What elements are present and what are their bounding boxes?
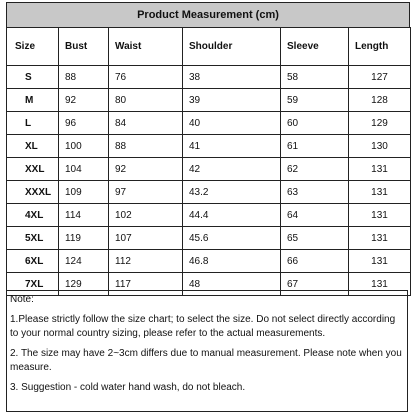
shoulder-cell: 46.8 — [183, 250, 281, 273]
column-header-shoulder: Shoulder — [183, 28, 281, 66]
note-item: 1.Please strictly follow the size chart; to select the size. Do not select directly according to your normal country sizing, please refer to the actual measurements. — [10, 314, 396, 339]
sleeve-cell: 60 — [281, 112, 349, 135]
shoulder-cell: 38 — [183, 66, 281, 89]
bust-cell: 124 — [59, 250, 109, 273]
size-chart — [6, 2, 410, 414]
size-cell: M — [7, 89, 59, 112]
length-cell: 128 — [349, 89, 411, 112]
column-header-bust: Bust — [59, 28, 109, 66]
length-cell: 131 — [349, 250, 411, 273]
shoulder-cell: 39 — [183, 89, 281, 112]
size-cell: 5XL — [7, 227, 59, 250]
table-row — [7, 135, 411, 158]
size-cell: XL — [7, 135, 59, 158]
length-cell: 131 — [349, 204, 411, 227]
length-cell: 129 — [349, 112, 411, 135]
waist-cell: 107 — [109, 227, 183, 250]
bust-cell: 119 — [59, 227, 109, 250]
bust-cell: 96 — [59, 112, 109, 135]
shoulder-cell: 45.6 — [183, 227, 281, 250]
shoulder-cell: 43.2 — [183, 181, 281, 204]
length-cell: 127 — [349, 66, 411, 89]
length-cell: 131 — [349, 158, 411, 181]
waist-cell: 80 — [109, 89, 183, 112]
shoulder-cell: 42 — [183, 158, 281, 181]
waist-cell: 117 — [109, 273, 183, 296]
waist-cell: 84 — [109, 112, 183, 135]
table-row — [7, 181, 411, 204]
size-cell: 6XL — [7, 250, 59, 273]
size-cell: XXXL — [7, 181, 59, 204]
bust-cell: 129 — [59, 273, 109, 296]
bust-cell: 88 — [59, 66, 109, 89]
size-cell: S — [7, 66, 59, 89]
sleeve-cell: 62 — [281, 158, 349, 181]
size-cell: L — [7, 112, 59, 135]
bust-cell: 114 — [59, 204, 109, 227]
table-row — [7, 204, 411, 227]
shoulder-cell: 48 — [183, 273, 281, 296]
table-row — [7, 66, 411, 89]
column-header-waist: Waist — [109, 28, 183, 66]
waist-cell: 97 — [109, 181, 183, 204]
waist-cell: 88 — [109, 135, 183, 158]
length-cell: 131 — [349, 181, 411, 204]
sleeve-cell: 65 — [281, 227, 349, 250]
header-row — [7, 28, 411, 66]
table-row — [7, 158, 411, 181]
sleeve-cell: 61 — [281, 135, 349, 158]
size-cell: XXL — [7, 158, 59, 181]
notes-heading: Note: — [10, 294, 34, 305]
sleeve-cell: 63 — [281, 181, 349, 204]
sleeve-cell: 64 — [281, 204, 349, 227]
table-row — [7, 89, 411, 112]
size-cell: 4XL — [7, 204, 59, 227]
sleeve-cell: 58 — [281, 66, 349, 89]
waist-cell: 102 — [109, 204, 183, 227]
shoulder-cell: 40 — [183, 112, 281, 135]
sleeve-cell: 66 — [281, 250, 349, 273]
length-cell: 130 — [349, 135, 411, 158]
note-item: 3. Suggestion - cold water hand wash, do not bleach. — [10, 382, 246, 393]
note-item: 2. The size may have 2~3cm differs due to manual measurement. Please note when you measure. — [10, 348, 402, 373]
table-row — [7, 250, 411, 273]
length-cell: 131 — [349, 273, 411, 296]
bust-cell: 109 — [59, 181, 109, 204]
measurement-table — [6, 27, 411, 296]
notes-box — [6, 290, 408, 412]
column-header-length: Length — [349, 28, 411, 66]
column-header-sleeve: Sleeve — [281, 28, 349, 66]
shoulder-cell: 44.4 — [183, 204, 281, 227]
bust-cell: 104 — [59, 158, 109, 181]
waist-cell: 112 — [109, 250, 183, 273]
size-cell: 7XL — [7, 273, 59, 296]
waist-cell: 92 — [109, 158, 183, 181]
table-row — [7, 112, 411, 135]
length-cell: 131 — [349, 227, 411, 250]
waist-cell: 76 — [109, 66, 183, 89]
table-title: Product Measurement (cm) — [6, 2, 410, 28]
sleeve-cell: 59 — [281, 89, 349, 112]
sleeve-cell: 67 — [281, 273, 349, 296]
bust-cell: 100 — [59, 135, 109, 158]
bust-cell: 92 — [59, 89, 109, 112]
column-header-size: Size — [7, 28, 59, 66]
table-row — [7, 227, 411, 250]
shoulder-cell: 41 — [183, 135, 281, 158]
